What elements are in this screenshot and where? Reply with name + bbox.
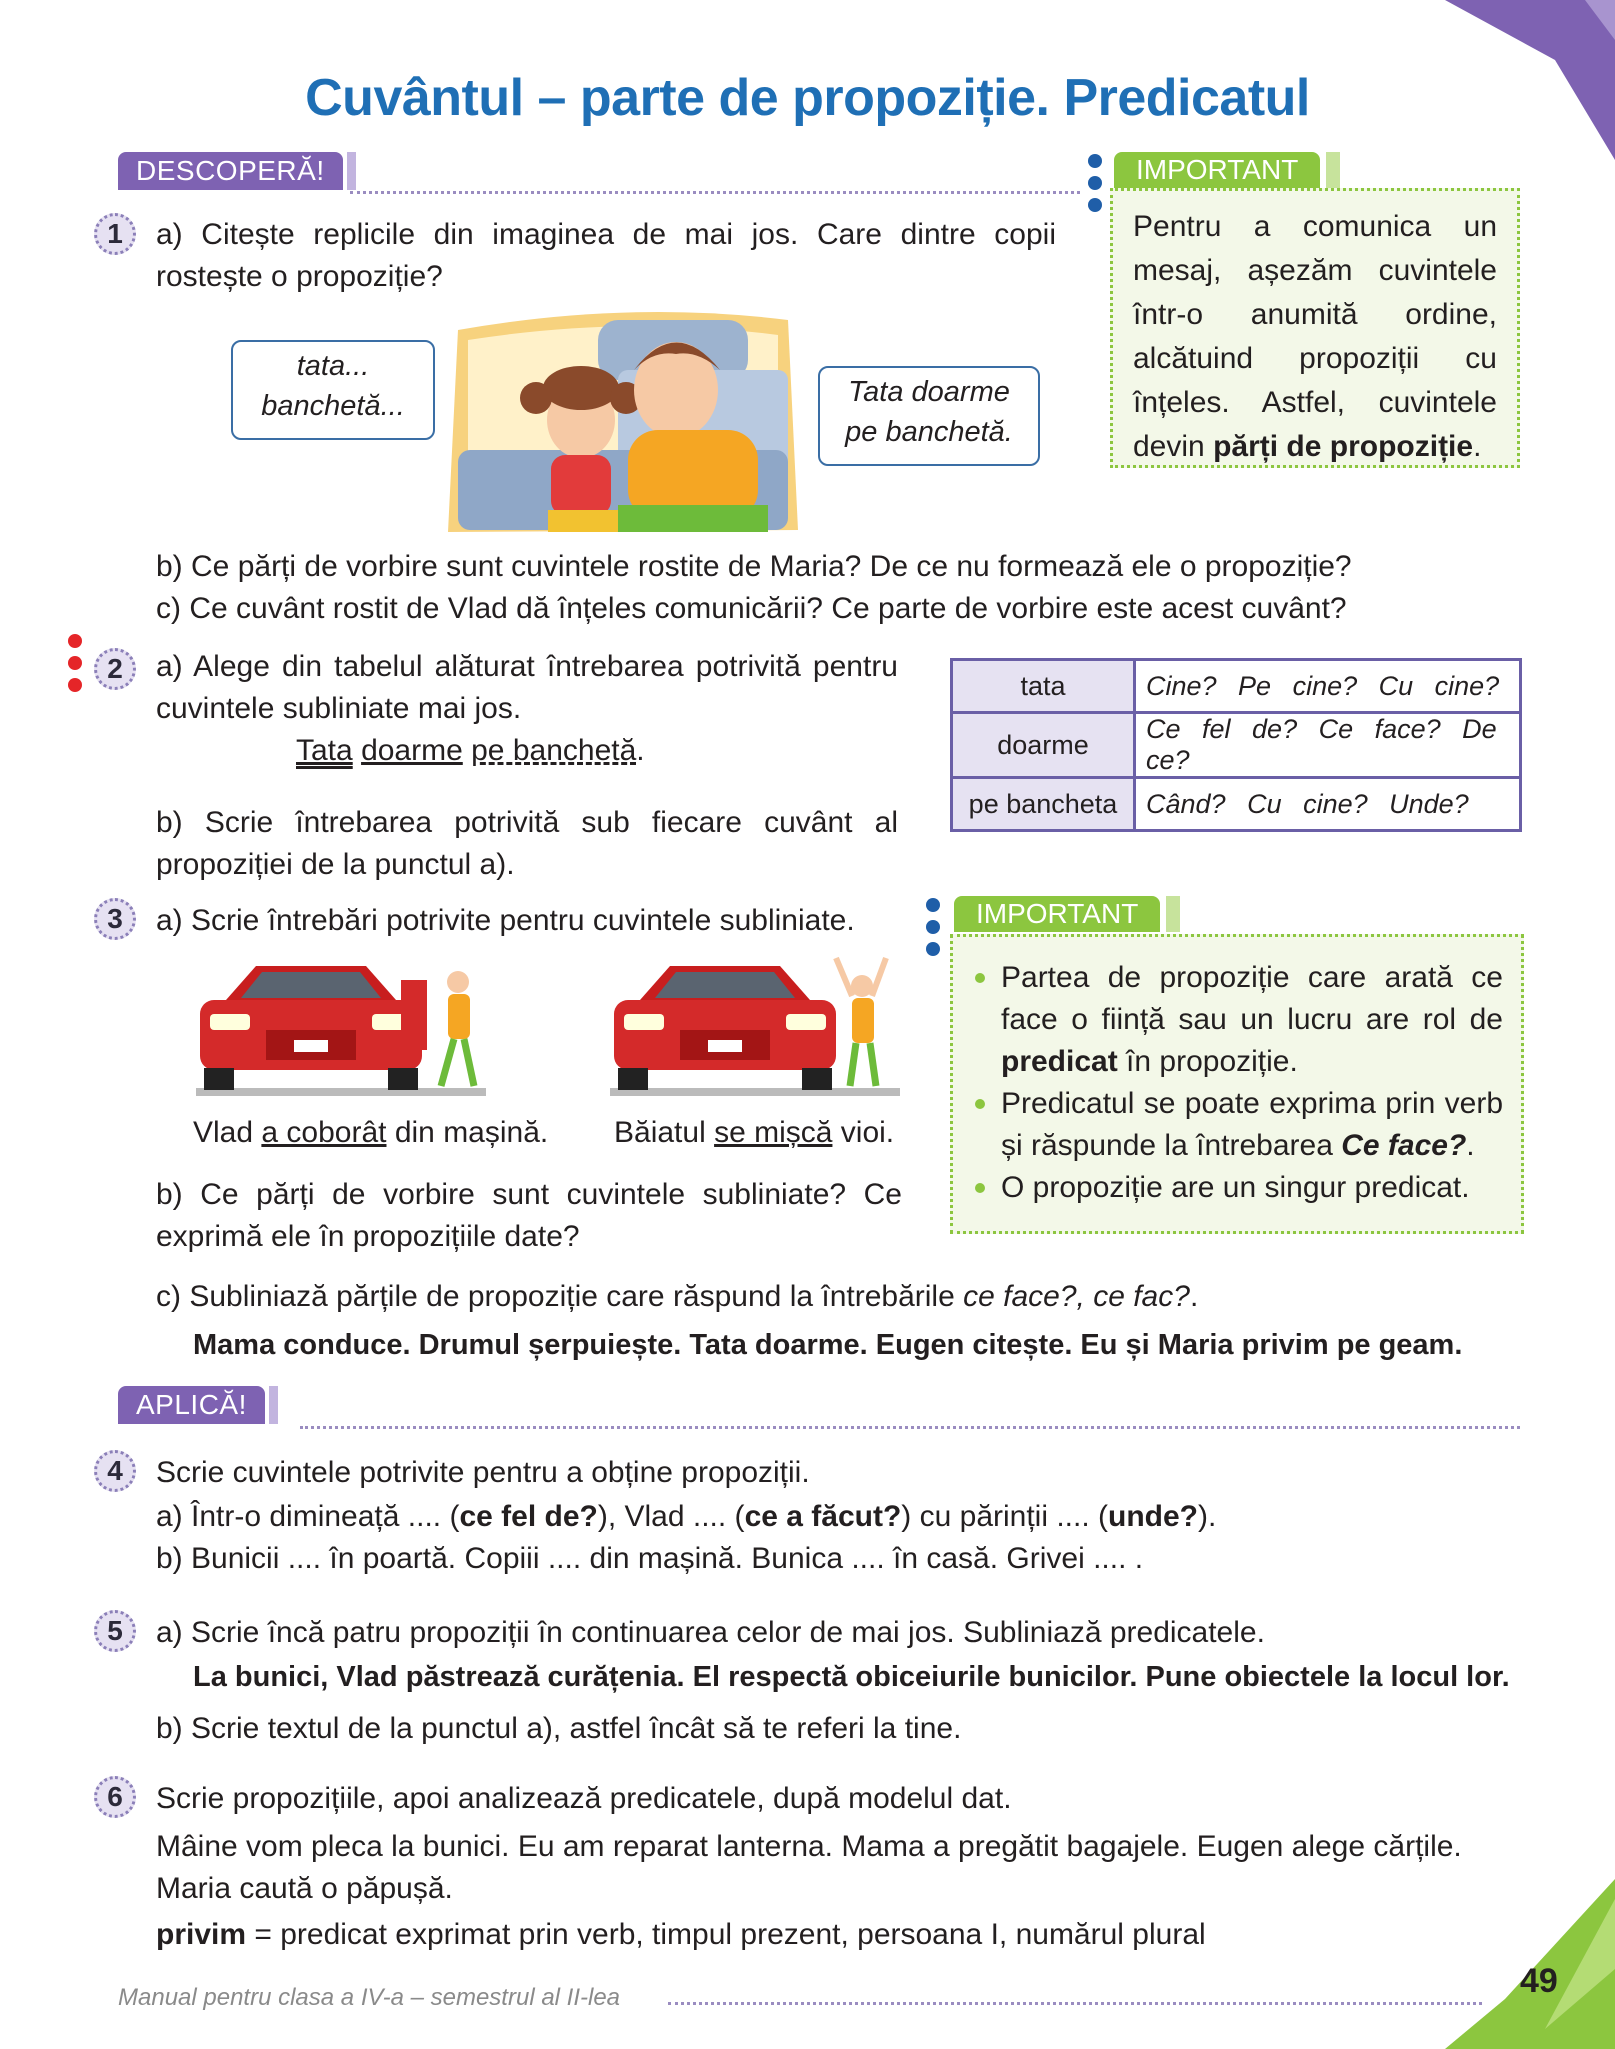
important-tag-1 (1114, 152, 1340, 188)
ex6-intro: Scrie propozițiile, apoi analizează predicatele, după modelul dat. (156, 1782, 1012, 1815)
footer-text: Manual pentru clasa a IV-a – semestrul al II-lea (118, 1984, 621, 2011)
bubble-line: Tata doarme (848, 376, 1010, 408)
ex2-b-text: b) Scrie întrebarea potrivită sub fiecare cuvânt al propoziției de la punctul a). (156, 806, 898, 881)
exercise-number-2: 2 (94, 648, 136, 690)
section-tag-discover (118, 152, 356, 190)
bubble-line: banchetă... (261, 390, 405, 422)
ex6-model: privim = predicat exprimat prin verb, timpul prezent, persoana I, numărul plural (156, 1918, 1206, 1951)
ex2-sentence: Tata doarme pe banchetă. (296, 734, 645, 767)
page-title: Cuvântul – parte de propoziție. Predicatul (305, 69, 1310, 127)
ex5-a-text: a) Scrie încă patru propoziții în continuarea celor de mai jos. Subliniază predicatele. (156, 1616, 1265, 1649)
ex4-a-text: a) Într-o dimineață .... (ce fel de?), Vlad .... (ce a făcut?) cu părinții .... (unde?). (156, 1500, 1217, 1533)
page-number: 49 (1520, 1962, 1558, 2000)
exercise-number-1: 1 (94, 213, 136, 255)
ex2-a-text: a) Alege din tabelul alăturat întrebarea potrivită pentru cuvintele subliniate mai jos. (156, 650, 898, 725)
list-item: O propoziție are un singur predicat. (967, 1167, 1503, 1209)
important-label: IMPORTANT (1114, 152, 1320, 188)
important-box-2 (950, 934, 1524, 1234)
speech-bubble-vlad (818, 366, 1040, 466)
underlined-predicate-1: a coborât (261, 1116, 387, 1149)
ex3-sentence-2: Băiatul se mișcă vioi. (614, 1116, 895, 1149)
section-tag-apply (118, 1386, 278, 1424)
exercise-number-6: 6 (94, 1776, 136, 1818)
bubble-line: pe banchetă. (845, 416, 1013, 448)
table-row (952, 660, 1521, 713)
ex3-sentence-1: Vlad a coborât din mașină. (193, 1116, 549, 1149)
exercise-number-3: 3 (94, 898, 136, 940)
tag-stripe (1166, 896, 1180, 932)
table-cell-questions: Când? Cu cine? Unde? (1135, 778, 1521, 831)
table-cell-questions: Ce fel de? Ce face? De ce? (1135, 713, 1521, 778)
car-interior-illustration (448, 310, 800, 532)
underlined-word-pe-bancheta: pe banchetă (471, 734, 637, 767)
important-label: IMPORTANT (954, 896, 1160, 932)
ex1-a-text: a) Citește replicile din imaginea de mai jos. Care dintre copii rostește o propoziție? (156, 218, 1056, 293)
table-cell-key: tata (952, 660, 1135, 713)
bullet-dots-important2 (926, 894, 946, 964)
tag-stripe (347, 152, 356, 190)
table-cell-questions: Cine? Pe cine? Cu cine? (1135, 660, 1521, 713)
table-row (952, 713, 1521, 778)
table-cell-key: doarme (952, 713, 1135, 778)
ex3-b-text: b) Ce părți de vorbire sunt cuvintele subliniate? Ce exprimă ele în propozițiile date? (156, 1178, 902, 1253)
ex5-b-text: b) Scrie textul de la punctul a), astfel încât să te referi la tine. (156, 1712, 962, 1745)
underlined-word-tata: Tata (296, 734, 353, 767)
important-list (967, 957, 1503, 1209)
underlined-predicate-2: se mișcă (714, 1116, 833, 1149)
exercise-number-5: 5 (94, 1610, 136, 1652)
exercise-number-4: 4 (94, 1450, 136, 1492)
tag-stripe (1326, 152, 1340, 188)
question-table (950, 658, 1522, 832)
important-text-1: Pentru a comunica un mesaj, așezăm cuvintele într-o anumită ordine, alcătuind propoziții cu înțeles. Astfel, cuvintele devin părți de propoziție. (1133, 210, 1497, 463)
section-label-apply: APLICĂ! (118, 1386, 265, 1424)
section-divider (300, 1426, 1520, 1429)
bubble-line: tata... (296, 350, 370, 382)
car-illustration-1 (196, 960, 486, 1100)
ex1-c-text: c) Ce cuvânt rostit de Vlad dă înțeles comunicării? Ce parte de vorbire este acest cuvânt? (156, 592, 1347, 625)
ex6-text: Mâine vom pleca la bunici. Eu am reparat lanterna. Mama a pregătit bagajele. Eugen alege cărțile. Maria caută o păpușă. (156, 1830, 1462, 1905)
ex3-a-text: a) Scrie întrebări potrivite pentru cuvintele subliniate. (156, 904, 855, 937)
ex4-intro: Scrie cuvintele potrivite pentru a obține propoziții. (156, 1456, 810, 1489)
important-box-1 (1110, 188, 1520, 468)
ex1-b-text: b) Ce părți de vorbire sunt cuvintele rostite de Maria? De ce nu formează ele o propoziție? (156, 550, 1352, 583)
table-cell-key: pe bancheta (952, 778, 1135, 831)
car-illustration-2 (610, 956, 900, 1100)
important-tag-2 (954, 896, 1180, 932)
ex5-bold-text: La bunici, Vlad păstrează curățenia. El respectă obiceiurile bunicilor. Pune obiectele la locul lor. (193, 1661, 1510, 1693)
list-item: Partea de propoziție care arată ce face o ființă sau un lucru are rol de predicat în propoziție. (967, 957, 1503, 1083)
bullet-dots-ex2 (68, 630, 88, 700)
speech-bubble-maria (231, 340, 435, 440)
list-item: Predicatul se poate exprima prin verb și răspunde la întrebarea Ce face?. (967, 1083, 1503, 1167)
table-row (952, 778, 1521, 831)
ex3-c-text: c) Subliniază părțile de propoziție care răspund la întrebările ce face?, ce fac?. (156, 1280, 1199, 1313)
ex4-b-text: b) Bunicii .... în poartă. Copiii .... din mașină. Bunica .... în casă. Grivei .... . (156, 1542, 1144, 1575)
underlined-word-doarme: doarme (361, 734, 463, 767)
bullet-dots-important1 (1088, 150, 1110, 220)
section-divider (350, 191, 1080, 194)
footer-divider (668, 2002, 1482, 2005)
tag-stripe (269, 1386, 278, 1424)
section-label-discover: DESCOPERĂ! (118, 152, 343, 190)
ex3-c-sentences: Mama conduce. Drumul șerpuiește. Tata doarme. Eugen citește. Eu și Maria privim pe geam. (193, 1329, 1463, 1361)
